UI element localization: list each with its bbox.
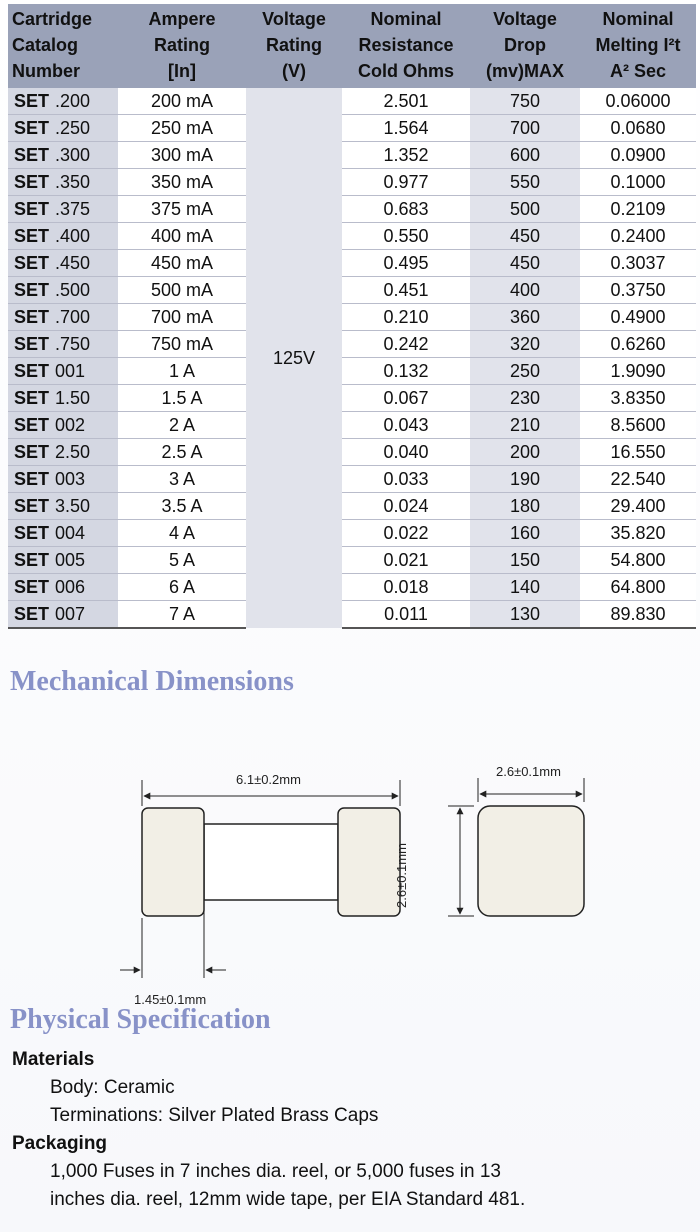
fuse-body (204, 824, 338, 900)
catalog-prefix: SET (14, 333, 50, 354)
ampere-rating-cell: 375 mA (118, 196, 246, 223)
melting-i2t-cell: 29.400 (580, 493, 696, 520)
voltage-drop-cell: 400 (470, 277, 580, 304)
catalog-prefix: SET (14, 414, 50, 435)
height-label: 2.6±0.1mm (394, 843, 409, 908)
table-row (8, 520, 696, 547)
catalog-number-cell (8, 385, 118, 412)
catalog-code: 004 (55, 522, 86, 543)
catalog-number-cell (8, 304, 118, 331)
catalog-prefix: SET (14, 279, 50, 300)
melting-i2t-cell: 0.2400 (580, 223, 696, 250)
voltage-drop-cell: 250 (470, 358, 580, 385)
header-ampere-rating: Ampere Rating [In] (118, 4, 246, 88)
voltage-drop-cell: 200 (470, 439, 580, 466)
melting-i2t-cell: 3.8350 (580, 385, 696, 412)
catalog-code: 007 (55, 603, 86, 624)
voltage-drop-cell: 360 (470, 304, 580, 331)
voltage-drop-cell: 160 (470, 520, 580, 547)
left-end-cap (142, 808, 204, 916)
terminations-material: Terminations: Silver Plated Brass Caps (50, 1105, 379, 1126)
table-row (8, 574, 696, 601)
body-material: Body: Ceramic (50, 1077, 175, 1098)
catalog-prefix: SET (14, 90, 50, 111)
length-label: 6.1±0.2mm (236, 772, 301, 787)
melting-i2t-cell: 16.550 (580, 439, 696, 466)
catalog-code: .700 (55, 306, 91, 327)
ampere-rating-cell: 1.5 A (118, 385, 246, 412)
catalog-code: .500 (55, 279, 91, 300)
melting-i2t-cell: 22.540 (580, 466, 696, 493)
voltage-drop-cell: 550 (470, 169, 580, 196)
catalog-code: 005 (55, 549, 86, 570)
header-voltage-rating: Voltage Rating (V) (246, 4, 342, 88)
catalog-number-cell (8, 547, 118, 574)
melting-i2t-cell: 0.6260 (580, 331, 696, 358)
catalog-prefix: SET (14, 171, 50, 192)
table-row (8, 358, 696, 385)
catalog-code: .350 (55, 171, 91, 192)
table-row (8, 223, 696, 250)
physical-spec-block (12, 1046, 692, 1214)
voltage-drop-cell: 190 (470, 466, 580, 493)
catalog-code: 1.50 (55, 387, 91, 408)
catalog-code: 003 (55, 468, 86, 489)
ampere-rating-cell: 3.5 A (118, 493, 246, 520)
catalog-prefix: SET (14, 468, 50, 489)
catalog-number-cell (8, 142, 118, 169)
ampere-rating-cell: 1 A (118, 358, 246, 385)
catalog-prefix: SET (14, 387, 50, 408)
mechanical-dimensions-drawing (0, 740, 700, 1020)
ampere-rating-cell: 300 mA (118, 142, 246, 169)
table-row (8, 466, 696, 493)
ampere-rating-cell: 200 mA (118, 88, 246, 115)
catalog-number-cell (8, 412, 118, 439)
resistance-cell: 2.501 (342, 88, 470, 115)
voltage-drop-cell: 750 (470, 88, 580, 115)
resistance-cell: 0.011 (342, 601, 470, 629)
melting-i2t-cell: 0.4900 (580, 304, 696, 331)
catalog-number-cell (8, 493, 118, 520)
catalog-number-cell (8, 358, 118, 385)
table-row (8, 88, 696, 115)
catalog-number-cell (8, 277, 118, 304)
catalog-number-cell (8, 331, 118, 358)
melting-i2t-cell: 1.9090 (580, 358, 696, 385)
catalog-code: .250 (55, 117, 91, 138)
resistance-cell: 0.495 (342, 250, 470, 277)
table-row (8, 331, 696, 358)
catalog-prefix: SET (14, 495, 50, 516)
voltage-drop-cell: 130 (470, 601, 580, 629)
catalog-number-cell (8, 439, 118, 466)
resistance-cell: 1.352 (342, 142, 470, 169)
cap-length-label: 1.45±0.1mm (134, 992, 207, 1007)
catalog-prefix: SET (14, 576, 50, 597)
header-catalog-number: Cartridge Catalog Number (8, 4, 118, 88)
fuse-spec-table (8, 4, 696, 629)
catalog-prefix: SET (14, 117, 50, 138)
voltage-drop-cell: 450 (470, 250, 580, 277)
melting-i2t-cell: 35.820 (580, 520, 696, 547)
materials-heading: Materials (12, 1049, 95, 1070)
end-view-cap (478, 806, 584, 916)
catalog-code: 2.50 (55, 441, 91, 462)
catalog-prefix: SET (14, 198, 50, 219)
catalog-code: .400 (55, 225, 91, 246)
table-row (8, 439, 696, 466)
mechanical-dimensions-title: Mechanical Dimensions (10, 666, 294, 697)
catalog-number-cell (8, 466, 118, 493)
resistance-cell: 0.132 (342, 358, 470, 385)
right-end-cap (338, 808, 400, 916)
resistance-cell: 0.024 (342, 493, 470, 520)
resistance-cell: 0.210 (342, 304, 470, 331)
table-row (8, 277, 696, 304)
voltage-drop-cell: 450 (470, 223, 580, 250)
table-row (8, 412, 696, 439)
physical-specification-title: Physical Specification (10, 1004, 271, 1035)
catalog-number-cell (8, 196, 118, 223)
melting-i2t-cell: 0.2109 (580, 196, 696, 223)
catalog-code: 006 (55, 576, 86, 597)
catalog-prefix: SET (14, 225, 50, 246)
melting-i2t-cell: 54.800 (580, 547, 696, 574)
fuse-end-view (448, 778, 584, 916)
ampere-rating-cell: 400 mA (118, 223, 246, 250)
catalog-code: .750 (55, 333, 91, 354)
table-row (8, 601, 696, 629)
voltage-drop-cell: 180 (470, 493, 580, 520)
catalog-prefix: SET (14, 441, 50, 462)
ampere-rating-cell: 2 A (118, 412, 246, 439)
table-row (8, 250, 696, 277)
resistance-cell: 0.977 (342, 169, 470, 196)
ampere-rating-cell: 6 A (118, 574, 246, 601)
packaging-text-line-2: inches dia. reel, 12mm wide tape, per EIA Standard 481. (50, 1189, 526, 1210)
ampere-rating-cell: 4 A (118, 520, 246, 547)
table-row (8, 385, 696, 412)
catalog-number-cell (8, 169, 118, 196)
resistance-cell: 0.451 (342, 277, 470, 304)
resistance-cell: 0.018 (342, 574, 470, 601)
voltage-drop-cell: 230 (470, 385, 580, 412)
width-label: 2.6±0.1mm (496, 764, 561, 779)
fuse-dimension-svg (0, 740, 700, 1020)
catalog-number-cell (8, 520, 118, 547)
table-row (8, 196, 696, 223)
ampere-rating-cell: 7 A (118, 601, 246, 629)
catalog-code: 001 (55, 360, 86, 381)
resistance-cell: 0.043 (342, 412, 470, 439)
catalog-code: .375 (55, 198, 91, 219)
voltage-drop-cell: 600 (470, 142, 580, 169)
melting-i2t-cell: 64.800 (580, 574, 696, 601)
catalog-number-cell (8, 115, 118, 142)
resistance-cell: 0.022 (342, 520, 470, 547)
ampere-rating-cell: 350 mA (118, 169, 246, 196)
catalog-code: .450 (55, 252, 91, 273)
ampere-rating-cell: 450 mA (118, 250, 246, 277)
packaging-heading: Packaging (12, 1133, 108, 1154)
resistance-cell: 0.021 (342, 547, 470, 574)
voltage-drop-cell: 500 (470, 196, 580, 223)
resistance-cell: 0.067 (342, 385, 470, 412)
catalog-number-cell (8, 250, 118, 277)
voltage-drop-cell: 700 (470, 115, 580, 142)
melting-i2t-cell: 8.5600 (580, 412, 696, 439)
melting-i2t-cell: 0.1000 (580, 169, 696, 196)
table-row (8, 493, 696, 520)
voltage-drop-cell: 320 (470, 331, 580, 358)
resistance-cell: 1.564 (342, 115, 470, 142)
table-row (8, 142, 696, 169)
melting-i2t-cell: 89.830 (580, 601, 696, 629)
catalog-prefix: SET (14, 144, 50, 165)
header-nominal-resistance: Nominal Resistance Cold Ohms (342, 4, 470, 88)
table-row (8, 547, 696, 574)
ampere-rating-cell: 250 mA (118, 115, 246, 142)
header-melting-i2t: Nominal Melting I²t A² Sec (580, 4, 696, 88)
fuse-side-view (120, 780, 400, 978)
voltage-drop-cell: 150 (470, 547, 580, 574)
voltage-rating-cell: 125V (246, 88, 342, 628)
catalog-code: .300 (55, 144, 91, 165)
ampere-rating-cell: 500 mA (118, 277, 246, 304)
catalog-prefix: SET (14, 360, 50, 381)
catalog-code: 002 (55, 414, 86, 435)
ampere-rating-cell: 5 A (118, 547, 246, 574)
catalog-number-cell (8, 574, 118, 601)
table-row (8, 115, 696, 142)
voltage-drop-cell: 140 (470, 574, 580, 601)
ampere-rating-cell: 750 mA (118, 331, 246, 358)
ampere-rating-cell: 2.5 A (118, 439, 246, 466)
packaging-text-line-1: 1,000 Fuses in 7 inches dia. reel, or 5,000 fuses in 13 (50, 1161, 501, 1182)
ampere-rating-cell: 700 mA (118, 304, 246, 331)
voltage-drop-cell: 210 (470, 412, 580, 439)
header-voltage-drop: Voltage Drop (mv)MAX (470, 4, 580, 88)
catalog-prefix: SET (14, 522, 50, 543)
resistance-cell: 0.033 (342, 466, 470, 493)
catalog-prefix: SET (14, 306, 50, 327)
resistance-cell: 0.550 (342, 223, 470, 250)
melting-i2t-cell: 0.06000 (580, 88, 696, 115)
catalog-number-cell (8, 88, 118, 115)
resistance-cell: 0.683 (342, 196, 470, 223)
melting-i2t-cell: 0.3750 (580, 277, 696, 304)
melting-i2t-cell: 0.0680 (580, 115, 696, 142)
catalog-prefix: SET (14, 549, 50, 570)
table-row (8, 304, 696, 331)
table-header-row (8, 4, 696, 88)
melting-i2t-cell: 0.3037 (580, 250, 696, 277)
catalog-number-cell (8, 223, 118, 250)
catalog-code: .200 (55, 90, 91, 111)
catalog-prefix: SET (14, 603, 50, 624)
catalog-number-cell (8, 601, 118, 629)
table-row (8, 169, 696, 196)
melting-i2t-cell: 0.0900 (580, 142, 696, 169)
resistance-cell: 0.242 (342, 331, 470, 358)
resistance-cell: 0.040 (342, 439, 470, 466)
ampere-rating-cell: 3 A (118, 466, 246, 493)
catalog-prefix: SET (14, 252, 50, 273)
catalog-code: 3.50 (55, 495, 91, 516)
